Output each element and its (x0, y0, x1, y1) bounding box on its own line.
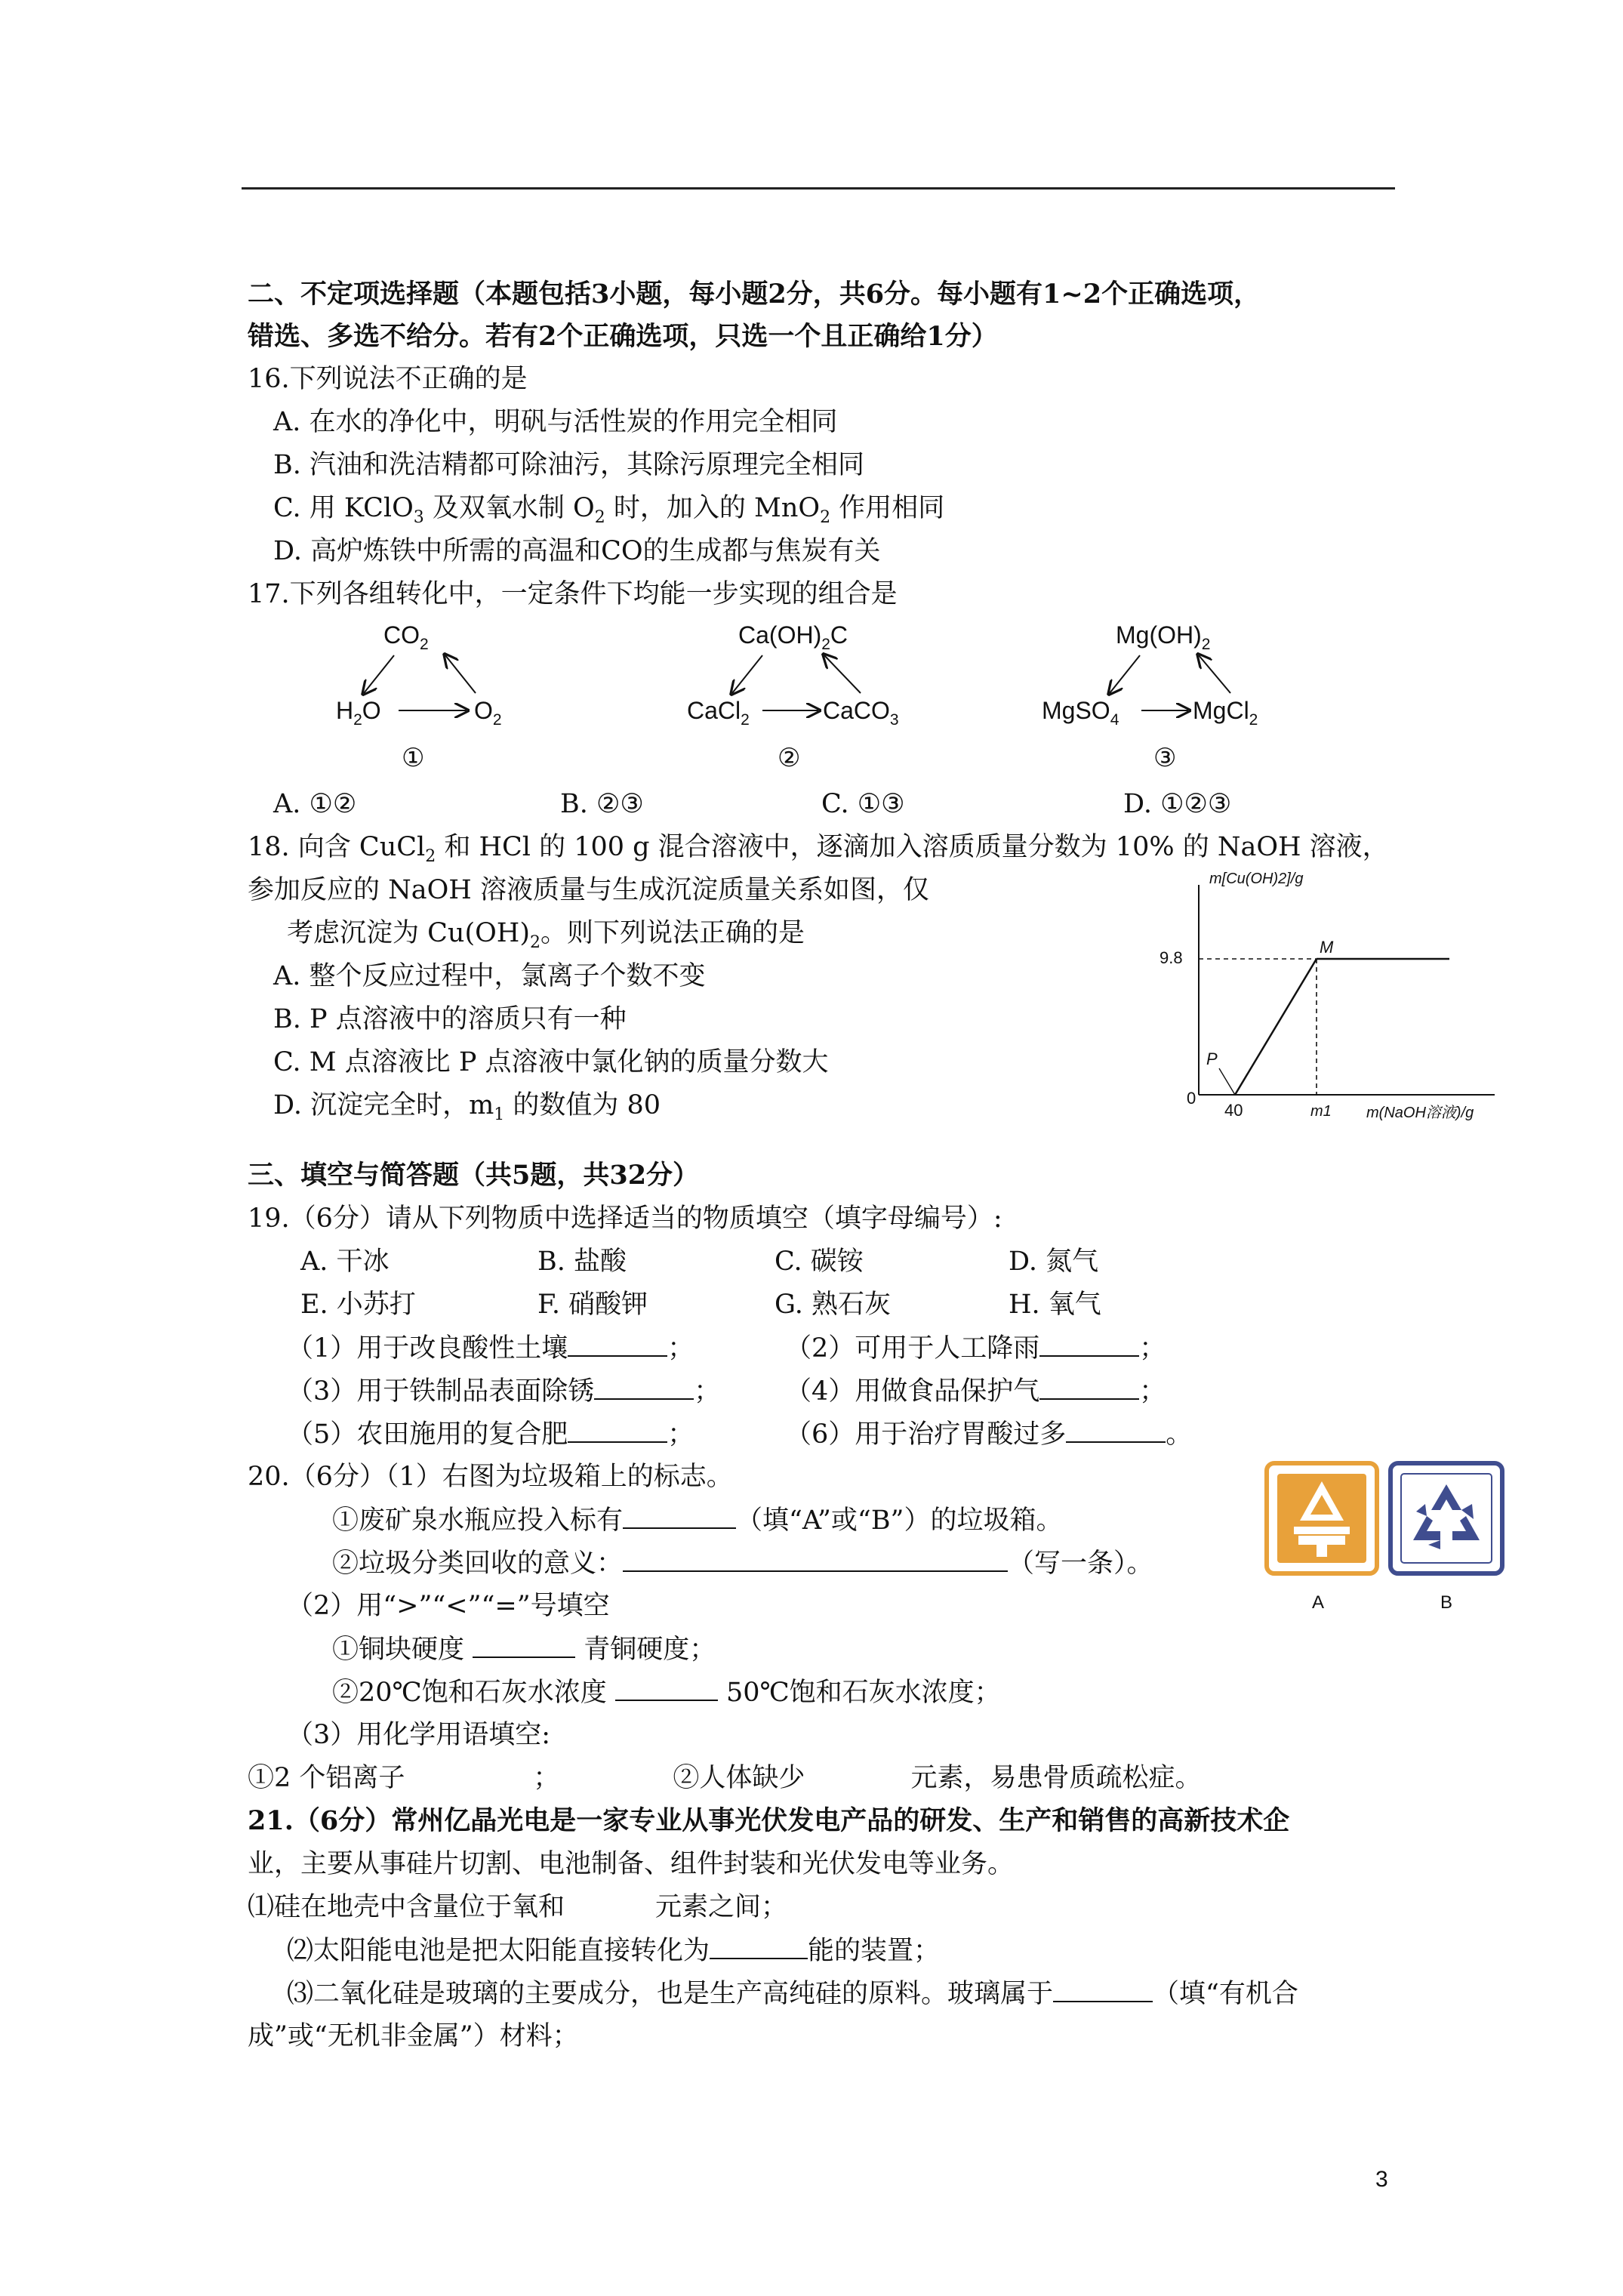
q19-option-g: G. 熟石灰 (775, 1290, 891, 1320)
chart-x-axis-label: m(NaOH溶液)/g (1366, 1105, 1474, 1121)
q19-blank-5: （5）农田施用的复合肥 ； (287, 1417, 694, 1451)
answer-blank[interactable] (1053, 1977, 1153, 2002)
q20-part2b: ②20℃饱和石灰水浓度 50℃饱和石灰水浓度； (332, 1675, 1001, 1709)
bin-sign-a (1267, 1463, 1377, 1613)
d1-left-formula: $H_2O$ (336, 697, 381, 729)
q19-blank-6: （6）用于治疗胃酸过多 。 (785, 1417, 1192, 1451)
q19-option-d: D. 氮气 (1009, 1247, 1099, 1277)
q19-blank-1: （1）用于改良酸性土壤 ； (287, 1331, 694, 1365)
d2-left-formula: CaCl$_2$ (687, 697, 750, 729)
q18-stem-line2: 参加反应的 NaOH 溶液质量与生成沉淀质量关系如图，仅 (248, 875, 929, 905)
page-number: 3 (1375, 2167, 1388, 2192)
chart-rising-line (1235, 959, 1317, 1095)
section2-header-line2: 错选、多选不给分。若有2个正确选项，只选一个且正确给1分） (248, 321, 998, 352)
section3-header: 三、填空与简答题（共5题，共32分） (248, 1160, 700, 1191)
bin-sign-a-label: A (1312, 1592, 1325, 1613)
q17-stem: 17.下列各组转化中，一定条件下均能一步实现的组合是 (248, 579, 898, 609)
q17-diagram-3 (1042, 621, 1258, 772)
chart-p-pointer (1219, 1068, 1235, 1095)
q19-blank-2: （2）可用于人工降雨 ； (785, 1331, 1166, 1365)
d2-label: ② (778, 744, 801, 772)
q19-option-b: B. 盐酸 (537, 1247, 627, 1277)
q21-stem-line2: 业，主要从事硅片切割、电池制备、组件封装和光伏发电等业务。 (248, 1849, 1015, 1879)
q18-option-d: D. 沉淀完全时，$m_1$ 的数值为 80 (273, 1090, 661, 1124)
q18-stem-line3: 考虑沉淀为 $Cu(OH)_2$。则下列说法正确的是 (287, 918, 805, 952)
q16-option-a: A. 在水的净化中，明矾与活性炭的作用完全相同 (273, 407, 838, 437)
answer-blank[interactable] (623, 1503, 736, 1529)
d2-top-formula: $Ca(OH)_2C$ (738, 621, 848, 653)
chart-y-axis-label: m[Cu(OH)2]/g (1209, 871, 1304, 887)
q18-option-b: B. P 点溶液中的溶质只有一种 (273, 1004, 627, 1034)
answer-blank[interactable] (1039, 1374, 1139, 1400)
q17-option-d: D. ①②③ (1123, 789, 1232, 819)
q20-part2a: ①铜块硬度 青铜硬度； (332, 1632, 716, 1666)
q17-conversion-diagrams (317, 612, 1336, 808)
q17-diagram-2 (687, 621, 899, 772)
q18-stem-line1: 18. 向含 CuCl$_2$ 和 HCl 的 100 g 混合溶液中，逐滴加入溶质质量分数为 10% 的 NaOH 溶液， (248, 832, 1389, 866)
answer-blank[interactable] (623, 1546, 1008, 1572)
d3-left-formula: MgSO$_4$ (1042, 697, 1119, 729)
q16-option-b: B. 汽油和洗洁精都可除油污，其除污原理完全相同 (273, 450, 864, 480)
bin-sign-b (1390, 1463, 1502, 1613)
d2-right-formula: CaCO$_3$ (823, 697, 899, 729)
d3-right-formula: MgCl$_2$ (1193, 697, 1258, 729)
q21-part1: ⑴硅在地壳中含量位于氧和 元素之间； (248, 1892, 788, 1922)
answer-blank[interactable] (1066, 1417, 1166, 1443)
q18-precipitate-chart (1140, 861, 1517, 1125)
d3-label: ③ (1153, 744, 1177, 772)
chart-point-p: P (1206, 1049, 1218, 1068)
q17-diagram-1 (336, 621, 502, 772)
d1-top-formula: $CO_2$ (383, 621, 429, 653)
bin-sign-b-label: B (1440, 1592, 1453, 1613)
q19-option-h: H. 氧气 (1009, 1290, 1101, 1320)
answer-blank[interactable] (615, 1675, 718, 1701)
q21-stem-line1: 21.（6分）常州亿晶光电是一家专业从事光伏发电产品的研发、生产和销售的高新技术企 (248, 1805, 1290, 1836)
q19-option-f: F. 硝酸钾 (537, 1290, 648, 1320)
answer-blank[interactable] (473, 1632, 575, 1658)
q19-blank-4: （4）用做食品保护气 ； (785, 1374, 1166, 1408)
d3-top-formula: $Mg(OH)_2$ (1116, 621, 1211, 653)
q21-part2: ⑵太阳能电池是把太阳能直接转化为 能的装置； (287, 1934, 940, 1968)
answer-blank[interactable] (568, 1417, 667, 1443)
section2-header-line1: 二、不定项选择题（本题包括3小题，每小题2分，共6分。每小题有1~2个正确选项， (248, 279, 1261, 310)
q18-option-a: A. 整个反应过程中，氯离子个数不变 (273, 961, 706, 991)
q20-sub1: ①废矿泉水瓶应投入标有 （填“A”或“B”）的垃圾箱。 (332, 1503, 1062, 1537)
q16-option-d: D. 高炉炼铁中所需的高温和CO的生成都与焦炭有关 (273, 536, 881, 566)
q19-option-c: C. 碳铵 (775, 1247, 864, 1277)
q21-part3: ⑶二氧化硅是玻璃的主要成分，也是生产高纯硅的原料。玻璃属于 （填“有机合 (287, 1977, 1298, 2011)
q19-option-e: E. 小苏打 (300, 1290, 416, 1320)
q20-part3: （3）用化学用语填空: (287, 1720, 551, 1750)
d1-label: ① (402, 744, 425, 772)
q16-option-c: C. 用 KClO$_3$ 及双氧水制 $O_2$ 时，加入的 MnO$_2$ 作用相同 (273, 493, 945, 527)
chart-point-m: M (1320, 938, 1334, 957)
chart-origin-label: 0 (1187, 1089, 1196, 1108)
q17-option-a: A. ①② (273, 789, 357, 819)
answer-blank[interactable] (568, 1331, 667, 1357)
answer-blank[interactable] (710, 1934, 808, 1959)
q20-part3-line: ①2 个铝离子 ； ②人体缺少 元素，易患骨质疏松症。 (248, 1763, 1202, 1793)
d1-right-formula: $O_2$ (474, 697, 502, 729)
q19-blank-3: （3）用于铁制品表面除锈 ； (287, 1374, 720, 1408)
q20-part2: （2）用“>”“<”“=”号填空 (287, 1591, 610, 1621)
q16-stem: 16.下列说法不正确的是 (248, 364, 528, 394)
q19-stem: 19.（6分）请从下列物质中选择适当的物质填空（填字母编号）: (248, 1203, 1002, 1234)
chart-y-tick-9.8: 9.8 (1160, 948, 1183, 967)
chart-x-tick-40: 40 (1224, 1101, 1243, 1120)
q20-stem: 20.（6分）（1）右图为垃圾箱上的标志。 (248, 1462, 733, 1492)
answer-blank[interactable] (1039, 1331, 1139, 1357)
chart-x-tick-m1: m1 (1310, 1103, 1332, 1120)
header-rule (242, 187, 1395, 190)
q20-waste-bin-signs (1261, 1457, 1517, 1631)
q17-option-b: B. ②③ (560, 789, 644, 819)
q20-sub2: ②垃圾分类回收的意义： （写一条）。 (332, 1546, 1153, 1580)
q17-option-c: C. ①③ (821, 789, 905, 819)
answer-blank[interactable] (594, 1374, 694, 1400)
q21-part3-line2: 成”或“无机非金属”）材料； (248, 2021, 579, 2051)
q18-option-c: C. M 点溶液比 P 点溶液中氯化钠的质量分数大 (273, 1047, 829, 1077)
q19-option-a: A. 干冰 (300, 1247, 390, 1277)
